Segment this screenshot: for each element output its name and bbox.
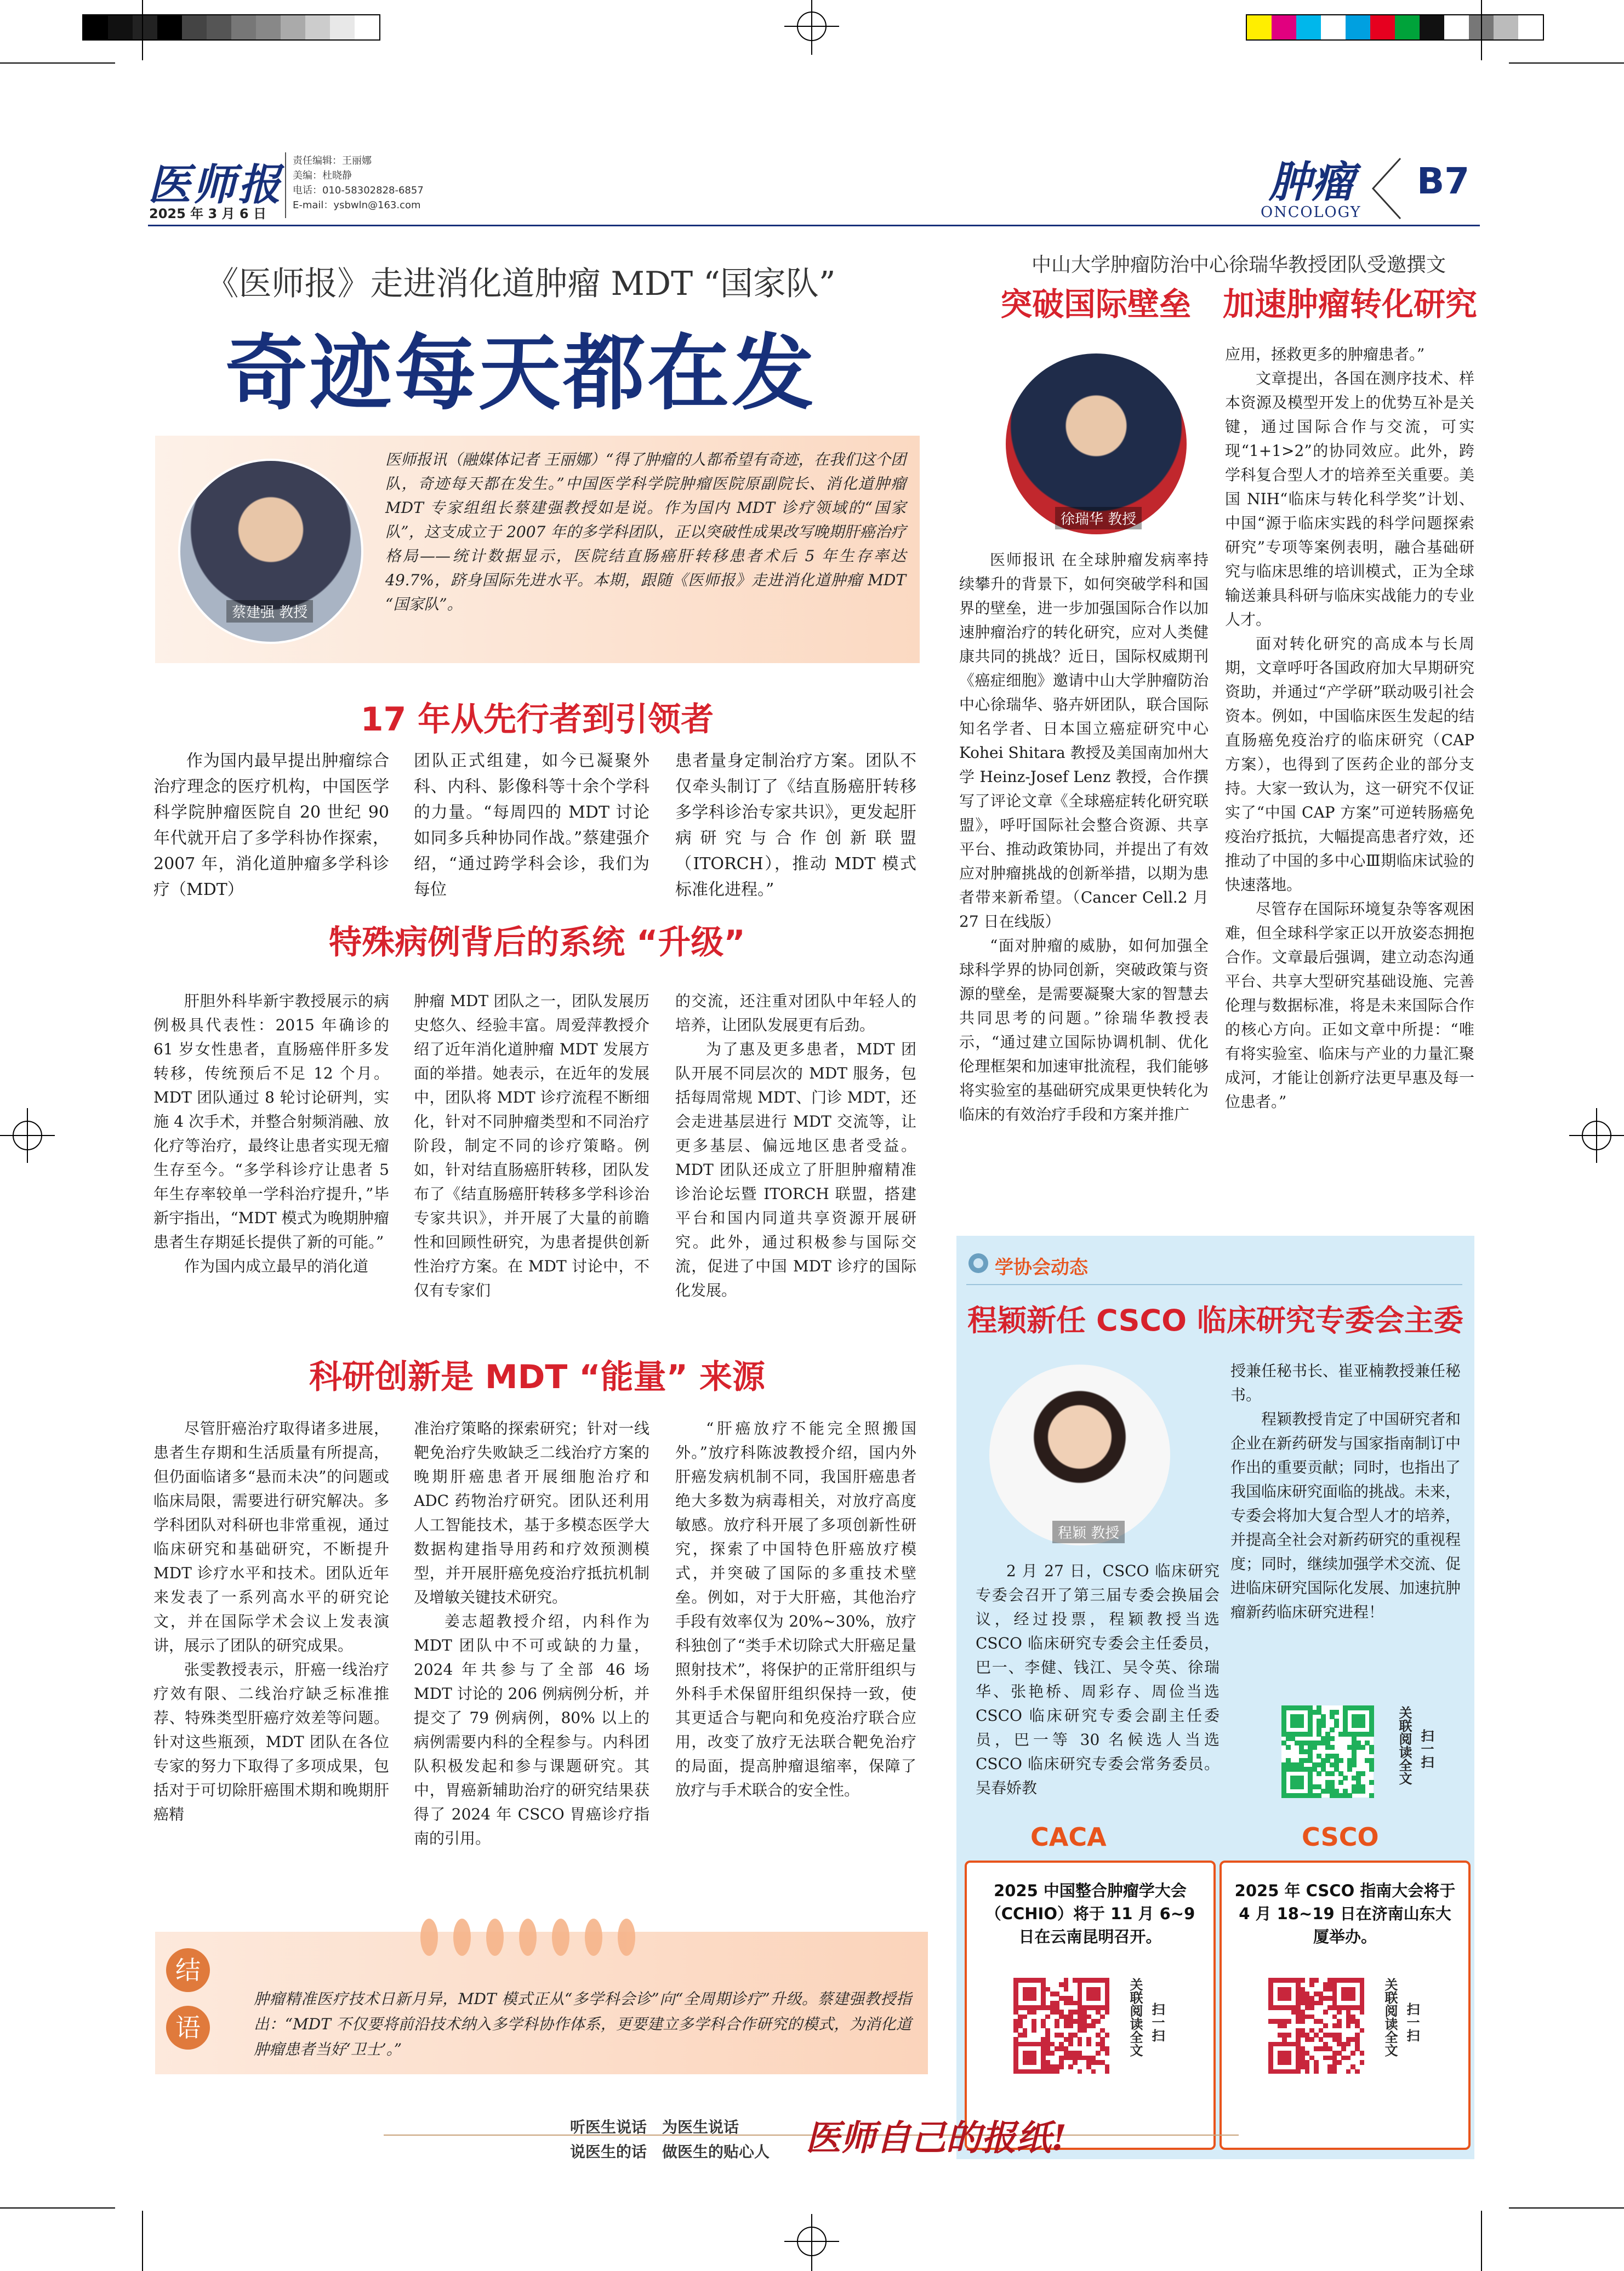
section2-col2: 肿瘤 MDT 团队之一，团队发展历史悠久、经验丰富。周爱萍教授介绍了近年消化道肿瘤 MDT 发展方面的举措。她表示，在近年的发展中，团队将 MDT 诊疗流程不断细化，针对不同肿瘤类型和不同治疗阶段，制定不同的诊疗策略。例如，针对结直肠癌肝转移，团队发布了《结直肠癌肝转移多学科诊治专家共识》，并开展了大量的前瞻性和回顾性研究，为患者提供创新性治疗方案。在 MDT 讨论中，不仅有专家们 [414,992,649,1299]
qr-module [1330,1771,1335,1776]
qr-module [1317,1793,1321,1798]
right-col-left: 医师报讯 在全球肿瘤发病率持续攀升的背景下，如何突破学科和国界的壁垒，进一步加强国际合作以加速肿瘤治疗的转化研究，应对人类健康共同的挑战？近日，国际权威期刊《癌症细胞》邀请中山大学肿瘤防治中心徐瑞华、骆卉妍团队，联合国际知名学者、日本国立癌症研究中心 Kohei Shitara 教授及美国南加州大学 Heinz-Josef Lenz 教授，合作撰写了评论文章《全球癌症转化研究联盟》，呼吁国际社会整合资源、共享平台、推动政策协同，并提出了有效应对肿瘤挑战的创新举措，以期为患者带来新希望。（Cancer Cell.2 月 27 日在线版） “面对肿瘤的威胁，如何加强全球科学界的协同创新，突破政策与资源的壁垒，是需要凝聚大家的智慧去共同思考的问题。”徐瑞华教授表示，“通过建立国际协调机制、优化伦理框架和加速审批流程，我们能够将实验室的基础研究成果更快转化为临床的有效治疗手段和方案并推广 [959,551,1209,1123]
qr-module [1369,1749,1374,1754]
qr-module [1369,1767,1374,1772]
qr-module [1347,1793,1352,1798]
qr-module [1286,2060,1291,2065]
section2-col3: 的交流，还注重对团队中年轻人的培养，让团队发展更有后劲。 为了惠及更多患者，MDT 团队开展不同层次的 MDT 服务，包括每周常规 MDT、门诊 MDT，还会走进基层进行 MDT 交流等，让更多基层、偏远地区患者受益。MDT 团队还成立了肝胆肿瘤精准诊治论坛暨 ITORCH 联盟，搭建平台和国内同道共享资源开展研究。此外，通过积极参与国际交流，促进了中国 MDT 诊疗的国际化发展。 [675,992,916,1299]
society-box [956,1236,1474,2159]
qr-module [1330,1727,1335,1732]
qr-module [1296,2069,1301,2074]
section1-col2: 团队正式组建，如今已凝聚外科、内科、影像科等十余个学科的力量。“每周四的 MDT 讨论如同多兵种协同作战。”蔡建强介绍，“通过跨学科会诊，我们为每位 [414,751,649,899]
qr-module [1369,1793,1374,1798]
dot-icon [966,1251,990,1275]
qr-module [1317,1771,1321,1776]
qr-module [1096,2051,1101,2056]
qr-module [1068,2042,1073,2047]
qr-module [1286,1996,1291,2001]
qr-module [1330,1745,1335,1750]
qr-module [1360,2060,1365,2065]
qr-module [1050,2051,1055,2056]
newspaper-logo: 医师报 [148,160,283,210]
qr-main-label: 关联阅读全文 [1397,1706,1412,1785]
qr-module [1346,2023,1351,2028]
qr-module [1360,2010,1365,2015]
qr-module [1032,2060,1036,2065]
qr-module [1338,1780,1343,1785]
cheng-ying-photo [989,1365,1170,1545]
qr-module [1355,2069,1360,2074]
qr-module [1351,1996,1355,2001]
qr-module [1330,1736,1335,1741]
qr-module [1332,2069,1337,2074]
qr-module [1032,1996,1036,2001]
qr-module [1321,1723,1326,1728]
chevron-left-icon [1367,156,1406,221]
qr-module [1323,2023,1328,2028]
qr-module [1309,2005,1314,2010]
editor-info: 责任编辑：王丽娜 美编：杜晓静 电话：010-58302828-6857 E-mail：ysbwln@163.com [293,155,424,211]
page-number: B7 [1417,160,1470,202]
caca-event-text: 2025 中国整合肿瘤学大会（CCHIO）将于 11 月 6~9 日在云南昆明召开。 [985,1881,1195,1946]
qr-main-scan: 扫一扫 [1418,1729,1434,1768]
conclusion-box [155,1932,928,2074]
qr-module [1286,2019,1291,2024]
masthead [148,148,1480,225]
qr-module [1068,2023,1073,2028]
xu-ruihua-caption: 徐瑞华 教授 [1055,507,1142,529]
qr-module [1351,2051,1355,2056]
society-tag-rule [966,1284,1462,1285]
caca-event-card [965,1861,1216,2150]
qr-module [1032,2028,1036,2033]
section2-col1: 肝胆外科毕新宇教授展示的病例极具代表性：2015 年确诊的 61 岁女性患者，直肠癌伴肝多发转移，传统预后不足 12 个月。MDT 团队通过 8 轮讨论研判，实施 4 次手术，并整合射频消融、放化疗等治疗，最终让患者实现无瘤生存至今。“多学科诊疗让患者 5 年生存率较单一学科治疗提升，”毕新宇指出，“MDT 模式为晚期肿瘤患者生存期延长提供了新的可能。” 作为国内成立最早的消化道 [153,992,389,1275]
qr-code-main[interactable] [1281,1705,1374,1798]
qr-module [1360,2051,1365,2056]
csco-event-text: 2025 年 CSCO 指南大会将于 4 月 18~19 日在济南山东大厦举办。 [1234,1881,1456,1946]
qr-csco-scan: 扫一扫 [1404,2002,1420,2042]
qr-module [1091,2069,1096,2074]
qr-module [1360,1745,1365,1750]
qr-module [1346,2069,1351,2074]
qr-module [1064,1987,1069,1992]
society-col2: 授兼任秘书长、崔亚楠教授兼任秘书。 程颖教授肯定了中国研究者和企业在新药研发与国家指南制订中作出的重要贡献；同时，也指出了我国临床研究面临的挑战。未来，专委会将加大复合型人才的培养，并提高全社会对新药研究的重视程度；同时，继续加强学术交流、促进临床研究国际化发展、加速抗肿瘤新药临床研究进程！ [1230,1362,1461,1621]
qr-module [1059,2064,1064,2069]
society-col1: 2 月 27 日，CSCO 临床研究专委会召开了第三届专委会换届会议，经过投票，程颖教授当选 CSCO 临床研究专委会主任委员，巴一、李健、钱江、吴令英、徐瑞华、张艳桥、周彩存、周俭当选 CSCO 临床研究专委会副主任委员，巴一等 30 名候选人当选 CSCO 临床研究专委会常务委员。吴春娇教 [976,1562,1220,1797]
qr-module [1346,2056,1351,2061]
qr-module [1023,2033,1028,2038]
qr-module [1343,1776,1348,1781]
qr-module [1338,1758,1343,1763]
qr-module [1078,2069,1082,2074]
qr-module [1282,2023,1287,2028]
qr-module [1337,2023,1342,2028]
masthead-rule [148,225,1480,226]
qr-module [1299,1784,1304,1789]
right-kicker: 中山大学肿瘤防治中心徐瑞华教授团队受邀撰文 [1031,254,1446,276]
qr-module [1078,2042,1082,2047]
qr-module [1337,2010,1342,2015]
qr-module [1073,2060,1078,2065]
qr-module [1369,1732,1374,1737]
qr-module [1086,2042,1091,2047]
qr-module [1352,1762,1357,1767]
society-tag: 学协会动态 [995,1257,1088,1279]
section1-col1: 作为国内最早提出肿瘤综合治疗理念的医疗机构，中国医学科学院肿瘤医院自 20 世纪 90 年代就开启了多学科协作探索，2007 年，消化道肿瘤多学科诊疗（MDT） [153,751,389,899]
qr-module [1369,1780,1374,1785]
qr-module [1286,1745,1291,1750]
qr-module [1360,1771,1365,1776]
qr-module [1334,1710,1339,1715]
right-headline: 突破国际壁垒 加速肿瘤转化研究 [1000,286,1477,323]
footer-line-1: 听医生说话 为医生说话 [570,2118,739,2136]
qr-code-caca[interactable] [1013,1978,1109,2074]
qr-module [1105,2010,1110,2015]
society-headline: 程颖新任 CSCO 临床研究专委会主委 [967,1303,1463,1338]
qr-module [1314,2069,1319,2074]
qr-csco-label: 关联阅读全文 [1382,1978,1398,2057]
qr-module [1105,2033,1110,2038]
qr-module [1305,2069,1310,2074]
qr-module [1360,1723,1365,1728]
qr-module [1323,2010,1328,2015]
footer-slogan: 医师自己的报纸! [806,2118,1067,2159]
qr-module [1055,2023,1059,2028]
cheng-ying-caption: 程颖 教授 [1052,1521,1125,1543]
qr-caca-scan: 扫一扫 [1149,2002,1165,2042]
qr-module [1082,2028,1087,2033]
qr-module [1032,2010,1036,2015]
author-photo-caption: 蔡建强 教授 [226,600,313,623]
section1-col3: 患者量身定制治疗方案。团队不仅牵头制订了《结直肠癌肝转移多学科诊治专家共识》，更发起肝病研究与合作创新联盟（ITORCH），推动 MDT 模式标准化进程。” [675,751,916,899]
qr-module [1096,1996,1101,2001]
issue-date: 2025 年 3 月 6 日 [149,206,266,221]
decorative-swirl-icons [407,1910,670,1965]
qr-module [1360,1789,1365,1794]
qr-module [1346,2042,1351,2047]
section-title: 肿瘤 [1269,157,1355,207]
qr-module [1309,2037,1314,2042]
conclusion-label-1: 结 [166,1948,210,1992]
qr-module [1314,1978,1319,1983]
qr-module [1100,2015,1105,2019]
section3-col2: 准治疗策略的探索研究；针对一线靶免治疗失败缺乏二线治疗方案的晚期肝癌患者开展细胞治疗和 ADC 药物治疗研究。团队还利用人工智能技术，基于多模态医学大数据构建指导用药和疗效预测模型，并开展肝癌免疫治疗抵抗机制及增敏关键技术研究。 姜志超教授介绍，内科作为 MDT 团队中不可或缺的力量，2024 年共参与了全部 46 场 MDT 讨论的 206 例病例分析，并提交了 79 例病例，80% 以上的病例需要内科的全程参与。内科团队积极发起和参与课题研究。其中，胃癌新辅助治疗的研究结果获得了 2024 年 CSCO 胃癌诊疗指南的引用。 [414,1419,649,1847]
main-headline: 奇迹每天都在发 [225,326,816,421]
section-title-en: ONCOLOGY [1261,204,1361,221]
qr-module [1300,2019,1305,2024]
qr-module [1312,1745,1317,1750]
main-kicker: 《医师报》走进消化道肿瘤 MDT “国家队” [206,265,836,303]
qr-module [1299,1723,1304,1728]
section3-col1: 尽管肝癌治疗取得诸多进展，患者生存期和生活质量有所提高，但仍面临诸多“悬而未决”的问题或临床局限，需要进行研究解决。多学科团队对科研也非常重视，通过临床研究和基础研究，不断提升 MDT 诊疗水平和技术。团队近年来发表了一系列高水平的研究论文，并在国际学术会议上发表演讲，展示了团队的研究成果。 张雯教授表示，肝癌一线治疗疗效有限、二线治疗缺乏标准推荐、特殊类型肝癌疗效差等问题。针对这些瓶颈，MDT 团队在各位专家的努力下取得了多项成果，包括对于可切除肝癌围术期和晚期肝癌精 [153,1419,389,1823]
conclusion-text: 肿瘤精准医疗技术日新月异，MDT 模式正从“多学科会诊”向“全周期诊疗”升级。蔡建强教授指出：“MDT 不仅要将前沿技术纳入多学科协作体系，更要建立多学科合作研究的模式，为消化道肿瘤患者当好‘卫士’。” [254,1990,911,2058]
conclusion-label-2: 语 [166,2006,210,2050]
qr-module [1334,1723,1339,1728]
section3-title: 科研创新是 MDT “能量” 来源 [309,1358,765,1396]
qr-module [1105,2069,1110,2074]
qr-module [1341,2046,1346,2051]
csco-logo: CSCO [1302,1822,1379,1852]
qr-module [1309,1982,1314,1987]
qr-module [1337,2060,1342,2065]
qr-module [1347,1767,1352,1772]
section1-title: 17 年从先行者到引领者 [360,700,714,739]
section3-col3: “肝癌放疗不能完全照搬国外。”放疗科陈波教授介绍，国内外肝癌发病机制不同，我国肝癌患者绝大多数为病毒相关，对放疗高度敏感。放疗科开展了多项创新性研究，探索了中国特色肝癌放疗模式，并突破了国际的多重技术壁垒。例如，对于大肝癌，其他治疗手段有效率仅为 20%~30%，放疗科独创了“类手术切除式大肝癌足量照射技术”，将保护的正常肝组织与外科手术保留肝组织保持一致，使其更适合与靶向和免疫治疗联合应用，改变了放疗无法联合靶免治疗的局面，提高肿瘤退缩率，保障了放疗与手术联合的安全性。 [675,1419,916,1799]
footer-line-2: 说医生的话 做医生的贴心人 [570,2143,770,2161]
masthead-divider [285,152,286,218]
qr-module [1286,2033,1291,2038]
qr-module [1360,2028,1365,2033]
qr-module [1045,2015,1050,2019]
qr-code-csco[interactable] [1268,1978,1364,2074]
lead-text: 医师报讯（融媒体记者 王丽娜）“得了肿瘤的人都希望有奇迹，在我们这个团队，奇迹每天都在发生。”中国医学科学院肿瘤医院原副院长、消化道肿瘤 MDT 专家组组长蔡建强教授如是说。作为国内 MDT 诊疗领域的“国家队”，这支成立于 2007 年的多学科团队，正以突破性成果改写晚期肝癌治疗格局——统计数据显示，医院结直肠癌肝转移患者术后 5 年生存率达 49.7%，跻身国际先进水平。本期，跟随《医师报》走进消化道肿瘤 MDT “国家队”。 [385,450,906,613]
qr-module [1055,2069,1059,2074]
lead-box [155,436,920,663]
qr-module [1096,2019,1101,2024]
qr-module [1023,2015,1028,2019]
caca-logo: CACA [1030,1822,1107,1852]
qr-caca-label: 关联阅读全文 [1127,1978,1143,2057]
section2-title: 特殊病例背后的系统 “升级” [329,923,745,962]
qr-module [1319,2001,1324,2006]
qr-module [1068,2064,1073,2069]
qr-module [1300,1978,1305,1983]
qr-module [1308,1732,1313,1737]
csco-event-card [1220,1861,1471,2150]
qr-module [1091,2023,1096,2028]
right-col-right: 应用，拯救更多的肿瘤患者。” 文章提出，各国在测序技术、样本资源及模型开发上的优势互补是关键，通过国际合作与交流，可实现“1+1>2”的协同效应。此外，跨学科复合型人才的培养至关重要。美国 NIH“临床与转化科学奖”计划、中国“源于临床实践的科学问题探索研究”专项等案例表明，融合基础研究与临床思维的培训模式，正为全球输送兼具科研与临床实战能力的专业人才。 面对转化研究的高成本与长周期，文章呼吁各国政府加大早期研究资助，并通过“产学研”联动吸引社会资本。例如，中国临床医生发起的结直肠癌免疫治疗的临床研究（CAP 方案），也得到了医药企业的部分支持。大家一致认为，这一研究不仅证实了“中国 CAP 方案”可逆转肠癌免疫治疗抵抗，大幅提高患者疗效，还推动了中国的多中心Ⅲ期临床试验的快速落地。 尽管存在国际环境复杂等客观困难，但全球科学家正以开放姿态拥抱合作。文章最后强调，建立动态沟通平台、共享大型研究基础设施、完善伦理与数据标准，将是未来国际合作的核心方向。正如文章中所提：“唯有将实验室、临床与产业的力量汇聚成河，才能让创新疗法更早惠及每一位患者。” [1225,345,1474,1111]
qr-module [1105,2051,1110,2056]
